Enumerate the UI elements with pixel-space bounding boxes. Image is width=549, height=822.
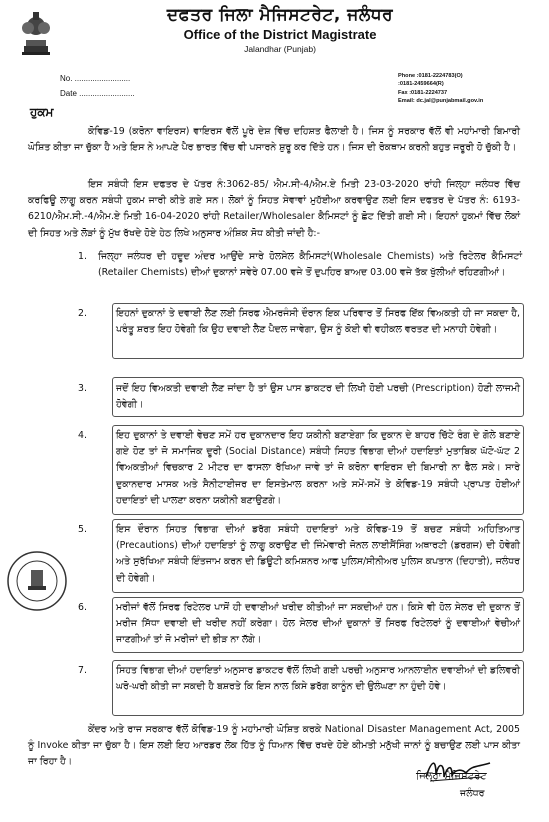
item-number: 3. [78, 383, 87, 394]
reference-number: No. ......................... [60, 74, 131, 83]
intro-text-1: ਕੋਵਿਡ-19 (ਕਰੋਨਾ ਵਾਇਰਸ) ਵਾਇਰਸ ਵੱਲੋਂ ਪੂਰੇ ਦੇਸ਼ ਵਿੱਚ ਦਹਿਸ਼ਤ ਫੈਲਾਈ ਹੈ। ਜਿਸ ਨੂੰ ਸਰਕਾਰ ਵੱਲੋਂ ਵੀ ਮਹਾਂਮਾਰੀ ਬਿਮਾਰੀ ਘੋਸ਼ਿਤ ਕੀਤਾ ਜਾ ਚੁੱਕਾ ਹੈ ਅਤੇ ਇਸ ਨੇ ਆਪਣੇ ਪੈਰ ਭਾਰਤ ਵਿੱਚ ਵੀ ਪਸਾਰਨੇ ਸ਼ੁਰੂ ਕਰ ਦਿੱਤੇ ਹਨ। ਜਿਸ ਦੀ ਰੋਕਥਾਮ ਕਰਨੀ ਬਹੁਤ ਜਰੂਰੀ ਹੋ ਚੁੱਕੀ ਹੈ। [28, 126, 520, 154]
closing-text: ਕੇਂਦਰ ਅਤੇ ਰਾਜ ਸਰਕਾਰ ਵੱਲੋਂ ਕੋਵਿਡ-19 ਨੂੰ ਮਹਾਂਮਾਰੀ ਘੋਸ਼ਿਤ ਕਰਕੇ National Disaster Management Act, 2005 ਨੂੰ Invoke ਕੀਤਾ ਜਾ ਚੁੱਕਾ ਹੈ। ਇਸ ਲਈ ਇਹ ਆਰਡਰ ਲੋਕ ਹਿੱਤ ਨੂੰ ਧਿਆਨ ਵਿੱਚ ਰਖਦੇ ਹੋਏ ਕੀਮਤੀ ਮਨੁੱਖੀ ਜਾਨਾਂ ਨੂੰ ਬਚਾਉਣ ਲਈ ਪਾਸ ਕੀਤਾ ਜਾ ਰਿਹਾ ਹੈ। [28, 724, 520, 768]
intro-paragraph-2 [28, 177, 520, 242]
contact-phone-residence: :0181-2459664(R) [398, 81, 444, 88]
item-number: 7. [78, 665, 87, 676]
list-item [78, 663, 520, 695]
item-number: 4. [78, 430, 87, 441]
list-item [78, 249, 522, 281]
list-item [78, 522, 520, 587]
item-text: ਜਦੋਂ ਇਹ ਵਿਅਕਤੀ ਦਵਾਈ ਲੈਣ ਜਾਂਦਾ ਹੈ ਤਾਂ ਉਸ ਪਾਸ ਡਾਕਟਰ ਦੀ ਲਿਖੀ ਹੋਈ ਪਰਚੀ (Prescription) ਹੋਣੀ ਲਾਜਮੀ ਹੋਵੇਗੀ। [116, 383, 520, 411]
intro-text-2: ਇਸ ਸਬੰਧੀ ਇਸ ਦਫਤਰ ਦੇ ਪੱਤਰ ਨੰ:3062-85/ ਐਮ.ਸੀ-4/ਐਮ.ਏ ਮਿਤੀ 23-03-2020 ਰਾਂਹੀ ਜਿਲ੍ਹਾ ਜਲੰਧਰ ਵਿੱਚ ਕਰਫਿਊ ਲਾਗੂ ਕਰਨ ਸਬੰਧੀ ਹੁਕਮ ਜਾਰੀ ਕੀਤੇ ਗਏ ਸਨ। ਲੋਕਾਂ ਨੂੰ ਸਿਹਤ ਸੇਵਾਵਾਂ ਮੁਹੱਈਆ ਕਰਵਾਉਣ ਲਈ ਇਸ ਦਫਤਰ ਦੇ ਪੱਤਰ ਨੰ: 6193-6210/ਐਮ.ਸੀ.-4/ਐਮ.ਏ ਮਿਤੀ 16-04-2020 ਰਾਂਹੀ Retailer/Wholesaler ਕੈਮਿਸਟਾਂ ਨੂੰ ਛੋਟ ਦਿੱਤੀ ਗਈ ਸੀ। ਇਹਨਾਂ ਹੁਕਮਾਂ ਵਿੱਚ ਲੋਕਾਂ ਦੀ ਸਿਹਤ ਅਤੇ ਲੋੜਾਂ ਨੂੰ ਮੁੱਖ ਰੱਖਦੇ ਹੋਏ ਹੇਠ ਲਿਖੇ ਅਨੁਸਾਰ ਅੰਸ਼ਿਕ ਸੋਧ ਕੀਤੀ ਜਾਂਦੀ ਹੈ:- [28, 179, 520, 239]
contact-email: Email: dc.jal@punjabmail.gov.in [398, 97, 484, 104]
list-item [78, 600, 520, 649]
contact-phone-office: Phone :0181-2224783(O) [398, 73, 463, 79]
item-text: ਜਿਲ੍ਹਾ ਜਲੰਧਰ ਦੀ ਹਦੂਦ ਅੰਦਰ ਆਉਂਦੇ ਸਾਰੇ ਹੋਲਸੇਲ ਕੈਮਿਸਟਾਂ(Wholesale Chemists) ਅਤੇ ਰਿਟੇਲਰ ਕੈਮਿਸਟਾਂ (Retailer Chemists) ਦੀਆਂ ਦੁਕਾਨਾਂ ਸਵੇਰੇ 07.00 ਵਜੇ ਤੋਂ ਦੁਪਹਿਰ ਬਾਅਦ 03.00 ਵਜੇ ਤੱਕ ਖੁੱਲੀਆਂ ਰਹਿਣਗੀਆਂ। [98, 251, 522, 279]
item-text: ਇਹ ਦੁਕਾਨਾਂ ਤੇ ਦਵਾਈ ਵੇਚਣ ਸਮੇਂ ਹਰ ਦੁਕਾਨਦਾਰ ਇਹ ਯਕੀਨੀ ਬਣਾਏਗਾ ਕਿ ਦੁਕਾਨ ਦੇ ਬਾਹਰ ਚਿੱਟੇ ਰੰਗ ਦੇ ਗੋਲੇ ਬਣਾਏ ਗਏ ਹੋਣ ਤਾਂ ਜੋ ਸਮਾਜਿਕ ਦੂਰੀ (Social Distance) ਸਬੰਧੀ ਸਿਹਤ ਵਿਭਾਗ ਦੀਆਂ ਹਦਾਇਤਾਂ ਮੁਤਾਬਿਕ ਘੱਟੋ-ਘੱਟ 2 ਵਿਅਕਤੀਆਂ ਵਿਚਕਾਰ 2 ਮੀਟਰ ਦਾ ਫਾਸਲਾ ਰੱਖਿਆ ਜਾਵੇ ਤਾਂ ਜੋ ਕਰੋਨਾ ਵਾਇਰਸ ਦੀ ਬਿਮਾਰੀ ਨਾ ਫੈਲ ਸਕੇ। ਸਾਰੇ ਦੁਕਾਨਦਾਰ ਮਾਸਕ ਅਤੇ ਸੈਨੀਟਾਈਜਰ ਦਾ ਇਸਤੇਮਾਲ ਕਰਨਾ ਅਤੇ ਸਮੇਂ-ਸਮੇਂ ਤੇ ਕੋਵਿਡ-19 ਸਬੰਧੀ ਪ੍ਰਾਪਤ ਹੋਈਆਂ ਹਦਾਇਤਾਂ ਦੀ ਪਾਲਣਾ ਕਰਨਾ ਯਕੀਨੀ ਬਣਾਉਣਗੇ। [116, 430, 520, 506]
item-number: 1. [78, 251, 87, 262]
item-number: 5. [78, 524, 87, 535]
contact-block [398, 72, 548, 105]
state-emblem-icon [16, 6, 56, 56]
official-stamp-icon [6, 550, 68, 612]
list-item [78, 381, 520, 413]
office-city: Jalandhar (Punjab) [244, 44, 316, 54]
reference-date: Date ......................... [60, 89, 135, 98]
item-text: ਮਰੀਜਾਂ ਵੱਲੋਂ ਸਿਰਫ ਰਿਟੇਲਰ ਪਾਸੋਂ ਹੀ ਦਵਾਈਆਂ ਖਰੀਦ ਕੀਤੀਆਂ ਜਾ ਸਕਦੀਆਂ ਹਨ। ਕਿਸੇ ਵੀ ਹੋਲ ਸੇਲਰ ਦੀ ਦੁਕਾਨ ਤੋਂ ਮਰੀਜ ਸਿੱਧਾ ਦਵਾਈ ਦੀ ਖਰੀਦ ਨਹੀਂ ਕਰੇਗਾ। ਹੋਲ ਸੇਲਰ ਦੀਆਂ ਦੁਕਾਨਾਂ ਤੋਂ ਸਿਰਫ ਰਿਟੇਲਰਾਂ ਨੂੰ ਦਵਾਈਆਂ ਵੇਚੀਆਂ ਜਾਣਗੀਆਂ ਤਾਂ ਜੋ ਮਰੀਜਾਂ ਦੀ ਭੀੜ ਨਾ ਲੱਗੇ। [116, 602, 520, 646]
item-text: ਇਸ ਦੌਰਾਨ ਸਿਹਤ ਵਿਭਾਗ ਦੀਆਂ ਡਰੱਗ ਸਬੰਧੀ ਹਦਾਇਤਾਂ ਅਤੇ ਕੋਵਿਡ-19 ਤੋਂ ਬਚਣ ਸਬੰਧੀ ਅਹਿਤਿਆਤ (Precautions) ਦੀਆਂ ਹਦਾਇਤਾਂ ਨੂੰ ਲਾਗੂ ਕਰਾਉਣ ਦੀ ਜਿੰਮੇਵਾਰੀ ਜੋਨਲ ਲਾਈਸੈਂਸਿੰਗ ਅਥਾਰਟੀ (ਡਰਗਜ) ਦੀ ਹੋਵੇਗੀ ਅਤੇ ਸੁਰੱਖਿਆ ਸਬੰਧੀ ਇੰਤਜਾਮ ਕਰਨ ਦੀ ਡਿਊਟੀ ਕਮਿਸ਼ਨਰ ਆਫ ਪੁਲਿਸ/ਸੀਨੀਅਰ ਪੁਲਿਸ ਕਪਤਾਨ (ਦਿਹਾਤੀ), ਜਲੰਧਰ ਦੀ ਹੋਵੇਗੀ। [116, 524, 520, 584]
item-number: 6. [78, 602, 87, 613]
item-number: 2. [78, 308, 87, 319]
office-title-english: Office of the District Magistrate [183, 27, 377, 42]
list-item [78, 428, 520, 509]
list-item [78, 306, 520, 338]
signatory-title: ਜਿਲ੍ਹਾ ਮੈਜਿਸਟਰੇਟ [416, 771, 487, 782]
intro-paragraph-1 [28, 124, 520, 156]
office-title-punjabi: ਦਫਤਰ ਜਿਲਾ ਮੈਜਿਸਟਰੇਟ, ਜਲੰਧਰ [166, 5, 394, 25]
contact-fax: Fax :0181-2224737 [398, 89, 448, 96]
signatory-city: ਜਲੰਧਰ [460, 788, 485, 799]
order-heading: ਹੁਕਮ [30, 105, 54, 119]
item-text: ਇਹਨਾਂ ਦੁਕਾਨਾਂ ਤੇ ਦਵਾਈ ਲੈਣ ਲਈ ਸਿਰਫ ਐਮਰਜੰਸੀ ਦੌਰਾਨ ਇਕ ਪਰਿਵਾਰ ਤੋਂ ਸਿਰਫ ਇੱਕ ਵਿਅਕਤੀ ਹੀ ਜਾ ਸਕਦਾ ਹੈ, ਪਰੰਤੂ ਸ਼ਰਤ ਇਹ ਹੋਵੇਗੀ ਕਿ ਉਹ ਦਵਾਈ ਲੈਣ ਪੈਦਲ ਜਾਵੇਗਾ, ਉਸ ਨੂੰ ਕੋਈ ਵੀ ਵਹੀਕਲ ਵਰਤਣ ਦੀ ਮਨਾਹੀ ਹੋਵੇਗੀ। [116, 308, 520, 336]
item-text: ਸਿਹਤ ਵਿਭਾਗ ਦੀਆਂ ਹਦਾਇਤਾਂ ਅਨੁਸਾਰ ਡਾਕਟਰ ਵੱਲੋਂ ਲਿਖੀ ਗਈ ਪਰਚੀ ਅਨੁਸਾਰ ਆਨਲਾਈਨ ਦਵਾਈਆਂ ਦੀ ਡਲਿਵਰੀ ਘਰੋ-ਘਰੀ ਕੀਤੀ ਜਾ ਸਕਦੀ ਹੈ ਬਸ਼ਰਤੇ ਕਿ ਇਸ ਨਾਲ ਕਿਸੇ ਡਰੱਗ ਕਾਨੂੰਨ ਦੀ ਉਲੰਘਣਾ ਨਾ ਹੁੰਦੀ ਹੋਵੇ। [116, 665, 520, 693]
